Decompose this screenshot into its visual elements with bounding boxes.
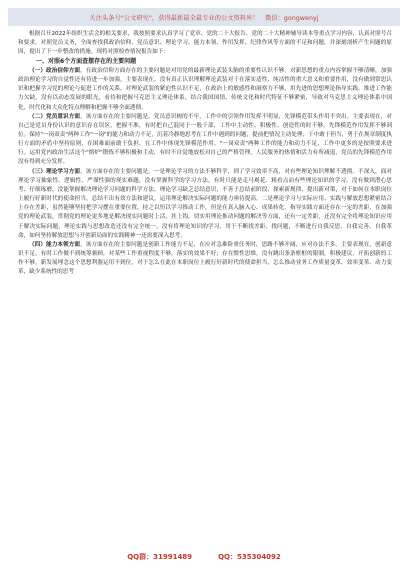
- subheading-political-belief: （一）政治信仰方面: [29, 67, 81, 74]
- paragraph-political-belief: [18, 67, 392, 113]
- paragraph-party-awareness: [18, 113, 392, 168]
- footer-qq-group: QQ群：31991489: [127, 553, 193, 561]
- paragraph-party-awareness-text: 。该方面存在的主要问题是，党员意识树的不牢，工作中的引领作用发挥不明显，先锋模范带头作用不突出。主要表现在，对自己是党员身份认识的意识存在误区，把握不准，有时把自己混同于一般干部，工作中主动性、积极性、创造性的时不够，先锋模范作用发挥不够到位。保持"一岗双责"两种工作"一岗"的能力和动力不足，沉着冷静地思考在工作中遇到的问题，提前把情况主动处理；干中敢于担当，勇于在规章制度执行方面的矛盾中坚持原则，在困难面前敢于负担，在工作中体现先锋模范作用。"一岗双责"两种工作的能力和动力不足，工作中更多的是按照要求进行。运用党内政治生活这个"熔炉"锻炼不够积极和主动，有时不自觉地放松对自己的严格管理，人民服务的热情和活力有所减退，党员的先锋模范作用没有得到充分发挥。: [18, 113, 392, 166]
- paragraph-theory-study-text: 。该方面存在的主要问题是，一是理论学习的方法不够科学，到了学习效率不高，对有些理论知识理解不透彻。不深入，面对理论学习抽象性、逻辑性、严谨性强的现实难题，没有掌握科学的学习方法，有时只能是走马观花、粗看点而有些理论知识的学习，没有做到潜心思考、仔细琢磨，没能掌握解决理论学习问题的科学方法。理论学习缺乏总结意识，不善于总结前阶段、探索新规律、提出新对策，对于如何在本职岗位上履行好新时代的使命担当，总结不出有效方法和建议，运用理论解决实际问题的能力亟待提高。二是理论学习与实际应用、实践与解放思想紧密结合上存在差距，虽然能够坚持把学习摆在重要位置，持之以恒以学习推动工作，但是在真入脑入心、成果转化，指导实践方面还存在一定的差距，在加强党的理论武装，贯彻党的理论更多地是解决现实问题时上活、挂上钩，切实用理论推动问题的解决等方面，还有一定差距，还没有完全将理论知识应用于解决实际问题，理论实践与思想改造还没有完全统一，没有将理论知识的学习，用于不断找差距、找问题，不断进行自我反思、自我完善、自我革命，如何坚持解放思想与开创新局面的实践精神一还需要深入思考。: [18, 168, 392, 239]
- footer-contact: [0, 552, 408, 566]
- subheading-theory-study: （三）理论学习方面: [29, 168, 81, 175]
- intro-paragraph: 根据召开2022年组织生活会的相关要求，我按照要求认真学习了党章、党的二十大报告、党的二十大精神辅导读本等重点学习内容，认真对照号召和要求，对照党员义务，全面查找我政治信仰、党员意识、理论学习、能力本领、作用发挥、纪律作风等方面的不足和问题，并深刻剖析产生问题的原因，提出了下一步整改的措施。现将对照检查情况报告如下：: [18, 31, 392, 56]
- paragraph-political-belief-text: 。在政治信仰方面存在的主要问题是对用党的最新理论武装头脑的重要性认识不够，对新思想的重点内容掌握不够清晰，加强政治理论学习的自觉性还有待进一步加强。主要表现在，没有真正认识理解理论武装对干在落实适性、纯洁性的重大意义和重要作用，没有做到常思认识和把握学习党的理论与促进工作的关系，对理论武装的紧迫性认识不足，在政治上的敏感性和洞察力不够，用先进的思想理论指导实践、推进工作能力欠缺，没有以动态发展的眼光，看待和把握马克思主义理论体系，结合我国国情、传统文化和时代特征不够紧密，导致对马克思主义理论体系中国化、时代化和大众化特点理解和把握不够全面透彻。: [18, 67, 392, 111]
- paragraph-ability: [18, 241, 392, 278]
- section-heading: 一、对照6个方面查摆存在的主要问题: [36, 58, 137, 66]
- subheading-ability: （四）能力本领方面: [29, 241, 81, 248]
- paragraph-ability-text: 。该方面存在的主要问题是创新工作能力不足，在应对急难险重任务时，思路不够开阔，应对办法不多。主要表现在，创新意识不足，有时工作做不到统筹兼顾，对某些工作重视程度不够，落实的效果不好；存在惯性思维，没有跳出条条框框的限制，积极建议、开拓创新的工作不够，新发展理念这个思想利器运用不到位，对于怎么在此在本职岗位上履行好新时代的使命担当，怎么推动业务工作质量变革、效率变革、动力变革，缺少系统性的思考: [18, 241, 392, 276]
- paragraph-theory-study: [18, 168, 392, 241]
- document-body: [18, 30, 392, 277]
- subheading-party-awareness: （二）党员意识方面: [29, 113, 81, 120]
- header-banner: 关注头条号"公文研究"，获得最新最全最专业的公文资料库！ 微信：gongwenyj: [8, 8, 400, 26]
- footer-qq: QQ：535304092: [218, 553, 281, 561]
